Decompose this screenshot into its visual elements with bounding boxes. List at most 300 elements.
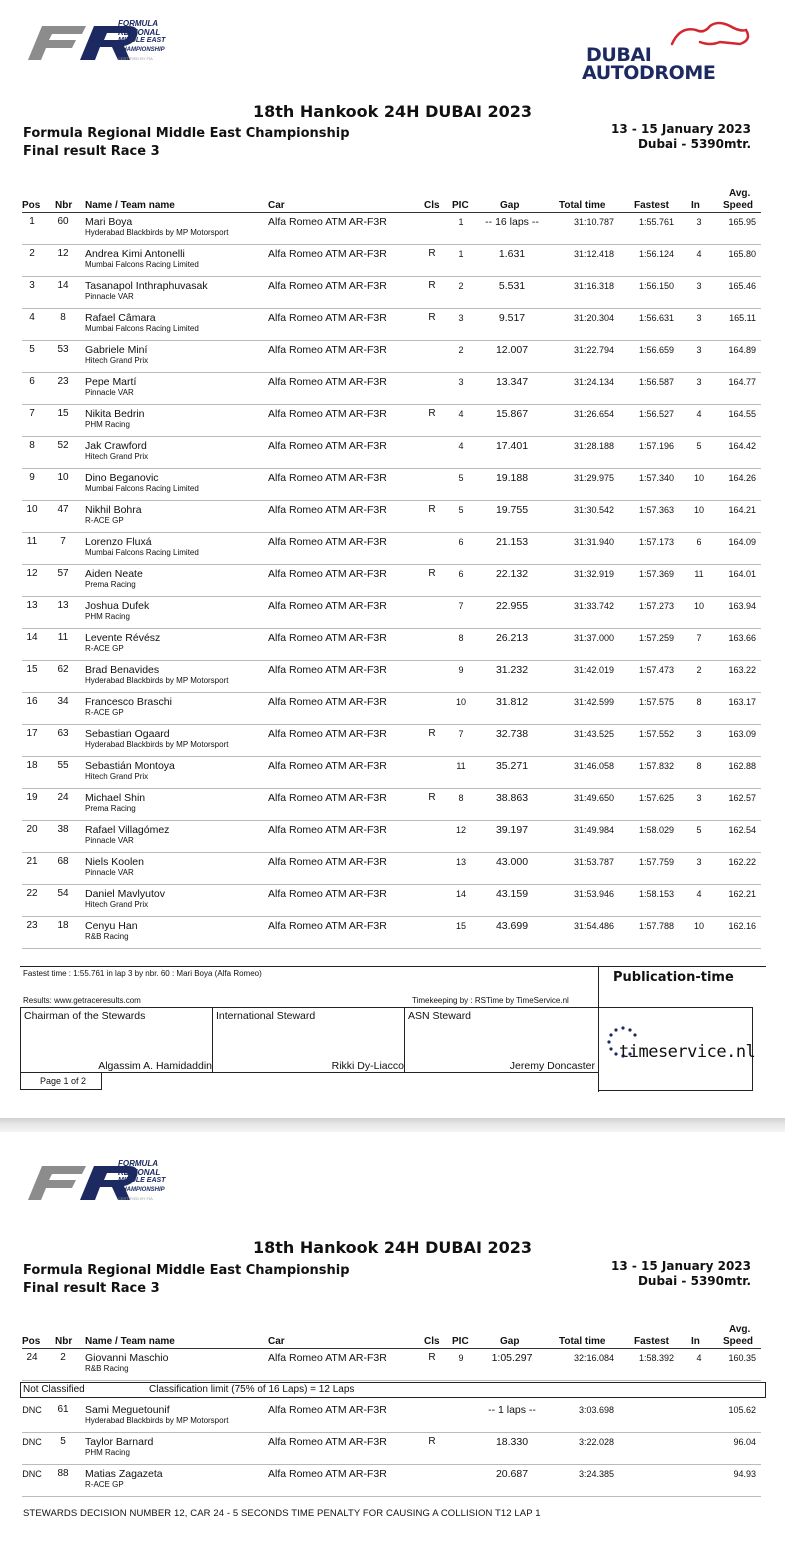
avg-speed-cell: 164.42 [728,441,756,451]
avg-speed-cell: 160.35 [728,1353,756,1363]
class-cell: R [428,504,436,515]
number-cell: 23 [57,376,69,387]
in-lap-cell: 5 [696,825,702,835]
avg-speed-cell: 164.09 [728,537,756,547]
avg-speed-cell: 165.11 [729,313,756,323]
team-name: R-ACE GP [85,516,124,525]
number-cell: 68 [57,856,69,867]
pos-cell: DNC [22,1437,42,1447]
pos-cell: 13 [26,600,38,611]
total-time-cell: 3:22.028 [578,1437,614,1447]
number-cell: 11 [57,632,69,643]
table-row [0,501,785,533]
car-cell: Alfa Romeo ATM AR-F3R [268,568,387,580]
driver-name: Jak Crawford [85,440,147,452]
pic-cell: 10 [455,697,466,707]
pos-cell: 14 [26,632,38,643]
avg-speed-cell: 163.09 [728,729,756,739]
avg-speed-cell: 163.22 [728,665,756,675]
timeservice-box [598,1007,756,1091]
event-title: 18th Hankook 24H DUBAI 2023 [253,102,532,121]
car-cell: Alfa Romeo ATM AR-F3R [268,824,387,836]
fr-mark-icon-2 [24,1160,194,1204]
total-time-cell: 31:49.984 [573,825,614,835]
fastest-cell: 1:56.659 [638,345,674,355]
class-cell: R [428,1352,436,1363]
number-cell: 14 [57,280,69,291]
driver-name: Nikhil Bohra [85,504,142,516]
pos-cell: 17 [26,728,38,739]
number-cell: 53 [57,344,69,355]
driver-name: Rafael Câmara [85,312,156,324]
gap-cell: 22.955 [495,600,529,612]
results-url[interactable]: Results: www.getraceresults.com [23,996,141,1005]
gap-cell: 1:05.297 [491,1352,533,1364]
race-title-2: Final result Race 3 [23,1281,160,1296]
col2-name: Name / Team name [85,1336,175,1347]
gap-cell: 9.517 [498,312,526,324]
publication-time: Publication-time [613,970,734,985]
event-title-2: 18th Hankook 24H DUBAI 2023 [253,1238,532,1257]
col-fastest: Fastest [634,200,670,211]
table-row [0,1349,785,1381]
fr-text-4: CHAMPIONSHIP [118,46,165,53]
gap-cell: 12.007 [495,344,529,356]
car-cell: Alfa Romeo ATM AR-F3R [268,280,387,292]
driver-name: Sebastian Ogaard [85,728,170,740]
dubai-text: DUBAI [586,44,652,66]
asn-steward-box [404,1007,599,1073]
car-cell: Alfa Romeo ATM AR-F3R [268,440,387,452]
col-car: Car [268,200,285,211]
col2-pos: Pos [22,1336,41,1347]
dubai-autodrome-logo [580,20,760,84]
gap-cell: 31.232 [495,664,529,676]
driver-name: Mari Boya [85,216,133,228]
in-lap-cell: 5 [696,441,702,451]
number-cell: 88 [57,1468,69,1479]
team-name: PHM Racing [85,420,130,429]
pic-cell: 3 [458,377,464,387]
avg-speed-cell: 163.17 [728,697,756,707]
driver-name: Cenyu Han [85,920,138,932]
pos-cell: 7 [29,408,35,419]
in-lap-cell: 3 [696,793,702,803]
table-row [0,213,785,245]
pic-cell: 6 [458,569,464,579]
fr-text-2: REGIONAL [118,27,161,37]
fastest-cell: 1:56.587 [638,377,674,387]
team-name: Mumbai Falcons Racing Limited [85,484,199,493]
avg-speed-cell: 162.16 [728,921,756,931]
race-title: Final result Race 3 [23,144,160,159]
team-name: Mumbai Falcons Racing Limited [85,548,199,557]
team-name: PHM Racing [85,1448,130,1457]
classification-limit: Classification limit (75% of 16 Laps) = 12 Laps [149,1384,355,1395]
pic-cell: 1 [458,217,464,227]
driver-name: Giovanni Maschio [85,1352,169,1364]
car-cell: Alfa Romeo ATM AR-F3R [268,760,387,772]
team-name: Hyderabad Blackbirds by MP Motorsport [85,228,229,237]
fastest-cell: 1:57.575 [638,697,674,707]
result-page-2 [0,1132,785,1560]
pic-cell: 5 [458,473,464,483]
team-name: Hitech Grand Prix [85,900,149,909]
pic-cell: 3 [458,313,464,323]
pic-cell: 2 [458,345,464,355]
class-cell: R [428,312,436,323]
total-time-cell: 31:22.794 [573,345,614,355]
col2-fastest: Fastest [634,1336,670,1347]
driver-name: Pepe Martí [85,376,137,388]
team-name: Pinnacle VAR [85,388,134,397]
pic-cell: 4 [458,409,464,419]
team-name: Hyderabad Blackbirds by MP Motorsport [85,676,229,685]
number-cell: 15 [57,408,69,419]
driver-name: Aiden Neate [85,568,143,580]
pos-cell: 9 [29,472,35,483]
fastest-cell: 1:57.625 [638,793,674,803]
car-cell: Alfa Romeo ATM AR-F3R [268,888,387,900]
total-time-cell: 31:29.975 [573,473,614,483]
fr-text-3: MIDDLE EAST [118,37,166,44]
driver-name: Dino Beganovic [85,472,159,484]
driver-name: Lorenzo Fluxá [85,536,152,548]
car-cell: Alfa Romeo ATM AR-F3R [268,408,387,420]
asn-name: Jeremy Doncaster [509,1060,595,1072]
event-dates-2: 13 - 15 January 2023 [611,1259,751,1273]
avg-speed-cell: 164.55 [728,409,756,419]
team-name: R-ACE GP [85,644,124,653]
gap-cell: 18.330 [495,1436,529,1448]
driver-name: Taylor Barnard [85,1436,154,1448]
in-lap-cell: 10 [693,505,704,515]
col2-total: Total time [559,1336,606,1347]
table-row [0,309,785,341]
car-cell: Alfa Romeo ATM AR-F3R [268,856,387,868]
pos-cell: 18 [26,760,38,771]
pos-cell: 5 [29,344,35,355]
gap-cell: 32.738 [495,728,529,740]
autodrome-text: AUTODROME [582,62,716,84]
table-row [0,821,785,853]
class-cell: R [428,1436,436,1447]
pos-cell: 11 [26,536,38,547]
fr-sub: CERTIFIED BY FIA [118,56,153,61]
in-lap-cell: 3 [696,857,702,867]
total-time-cell: 31:20.304 [573,313,614,323]
avg-speed-cell: 162.54 [728,825,756,835]
fastest-cell: 1:57.259 [638,633,674,643]
team-name: Hitech Grand Prix [85,772,149,781]
fastest-cell: 1:57.552 [638,729,674,739]
fastest-cell: 1:58.029 [638,825,674,835]
number-cell: 24 [57,792,69,803]
gap-cell: 39.197 [495,824,529,836]
page-separator [0,1118,785,1132]
team-name: Pinnacle VAR [85,868,134,877]
car-cell: Alfa Romeo ATM AR-F3R [268,312,387,324]
gap-cell: -- 1 laps -- [488,1404,536,1416]
class-cell: R [428,248,436,259]
total-time-cell: 31:54.486 [573,921,614,931]
table-row [0,661,785,693]
car-cell: Alfa Romeo ATM AR-F3R [268,1468,387,1480]
fr2-text-4: CHAMPIONSHIP [118,1186,165,1193]
car-cell: Alfa Romeo ATM AR-F3R [268,792,387,804]
col2-speed: Speed [723,1336,754,1347]
team-name: Pinnacle VAR [85,292,134,301]
formula-regional-logo [24,20,194,64]
team-name: Prema Racing [85,580,136,589]
table-row [0,533,785,565]
in-lap-cell: 10 [693,921,704,931]
number-cell: 47 [57,504,69,515]
fastest-cell: 1:57.273 [638,601,674,611]
pos-cell: 4 [29,312,35,323]
table-row [0,693,785,725]
intl-label: International Steward [216,1010,316,1022]
car-cell: Alfa Romeo ATM AR-F3R [268,376,387,388]
driver-name: Joshua Dufek [85,600,150,612]
number-cell: 12 [57,248,69,259]
in-lap-cell: 3 [696,345,702,355]
driver-name: Brad Benavides [85,664,160,676]
col-pos: Pos [22,200,41,211]
avg-speed-cell: 94.93 [733,1469,756,1479]
driver-name: Andrea Kimi Antonelli [85,248,185,260]
col-total: Total time [559,200,606,211]
pic-cell: 9 [458,1353,464,1363]
total-time-cell: 31:53.787 [573,857,614,867]
number-cell: 60 [57,216,69,227]
driver-name: Sebastián Montoya [85,760,175,772]
driver-name: Matias Zagazeta [85,1468,163,1480]
pic-cell: 12 [455,825,466,835]
in-lap-cell: 6 [696,537,702,547]
team-name: R&B Racing [85,1364,129,1373]
gap-cell: 19.188 [495,472,529,484]
in-lap-cell: 3 [696,313,702,323]
pic-cell: 1 [458,249,464,259]
in-lap-cell: 8 [696,697,702,707]
gap-cell: 31.812 [495,696,529,708]
col2-car: Car [268,1336,285,1347]
pos-cell: 22 [26,888,38,899]
in-lap-cell: 10 [693,601,704,611]
timekeeping-note: Timekeeping by : RSTime by TimeService.nl [412,996,569,1005]
col-gap: Gap [500,200,520,211]
car-cell: Alfa Romeo ATM AR-F3R [268,728,387,740]
total-time-cell: 31:28.188 [573,441,614,451]
gap-cell: 43.159 [495,888,529,900]
pic-cell: 9 [458,665,464,675]
fastest-cell: 1:58.153 [638,889,674,899]
avg-speed-cell: 163.66 [728,633,756,643]
fr-text-1: FORMULA [118,19,158,28]
pos-cell: 10 [26,504,38,515]
pos-cell: 20 [26,824,38,835]
avg-speed-cell: 164.21 [728,505,756,515]
gap-cell: 21.153 [495,536,529,548]
total-time-cell: 31:43.525 [573,729,614,739]
pic-cell: 7 [458,729,464,739]
gap-cell: 20.687 [495,1468,529,1480]
pic-cell: 8 [458,793,464,803]
team-name: Hyderabad Blackbirds by MP Motorsport [85,1416,229,1425]
avg-speed-cell: 165.46 [728,281,756,291]
car-cell: Alfa Romeo ATM AR-F3R [268,536,387,548]
pos-cell: 8 [29,440,35,451]
table-row [0,597,785,629]
fastest-cell: 1:55.761 [638,217,674,227]
total-time-cell: 31:53.946 [573,889,614,899]
table-row [0,789,785,821]
pic-cell: 13 [455,857,466,867]
fastest-cell: 1:57.832 [638,761,674,771]
table-row [0,565,785,597]
driver-name: Levente Révész [85,632,161,644]
total-time-cell: 31:26.654 [573,409,614,419]
gap-cell: 43.000 [495,856,529,868]
pos-cell: 12 [26,568,38,579]
pic-cell: 11 [456,761,466,771]
table-row [0,917,785,949]
pos-cell: 19 [26,792,38,803]
number-cell: 55 [57,760,69,771]
gap-cell: 13.347 [495,376,529,388]
car-cell: Alfa Romeo ATM AR-F3R [268,664,387,676]
total-time-cell: 31:42.599 [573,697,614,707]
total-time-cell: 31:24.134 [573,377,614,387]
in-lap-cell: 4 [696,1353,702,1363]
fastest-cell: 1:57.363 [638,505,674,515]
gap-cell: 17.401 [495,440,529,452]
class-cell: R [428,792,436,803]
in-lap-cell: 3 [696,729,702,739]
table-row [0,373,785,405]
total-time-cell: 31:31.940 [573,537,614,547]
class-cell: R [428,280,436,291]
fr2-text-2: REGIONAL [118,1167,161,1177]
driver-name: Daniel Mavlyutov [85,888,165,900]
gap-cell: 5.531 [498,280,526,292]
pic-cell: 15 [455,921,466,931]
car-cell: Alfa Romeo ATM AR-F3R [268,632,387,644]
table-row [0,1465,785,1497]
in-lap-cell: 3 [696,217,702,227]
total-time-cell: 31:49.650 [573,793,614,803]
pos-cell: 3 [29,280,35,291]
pos-cell: 2 [29,248,35,259]
number-cell: 52 [57,440,69,451]
avg-speed-cell: 96.04 [733,1437,756,1447]
car-cell: Alfa Romeo ATM AR-F3R [268,216,387,228]
pos-cell: 21 [26,856,38,867]
fr-mark-icon [24,20,194,64]
table-row [0,405,785,437]
number-cell: 13 [57,600,69,611]
number-cell: 62 [57,664,69,675]
col-name: Name / Team name [85,200,175,211]
car-cell: Alfa Romeo ATM AR-F3R [268,1352,387,1364]
fastest-cell: 1:57.340 [638,473,674,483]
pic-cell: 7 [458,601,464,611]
team-name: R-ACE GP [85,708,124,717]
in-lap-cell: 10 [693,473,704,483]
driver-name: Michael Shin [85,792,146,804]
car-cell: Alfa Romeo ATM AR-F3R [268,504,387,516]
event-dates: 13 - 15 January 2023 [611,122,751,136]
col2-nbr: Nbr [55,1336,73,1347]
fr2-sub: CERTIFIED BY FIA [118,1196,153,1201]
car-cell: Alfa Romeo ATM AR-F3R [268,600,387,612]
car-cell: Alfa Romeo ATM AR-F3R [268,696,387,708]
car-cell: Alfa Romeo ATM AR-F3R [268,920,387,932]
car-cell: Alfa Romeo ATM AR-F3R [268,1436,387,1448]
total-time-cell: 31:42.019 [573,665,614,675]
number-cell: 38 [57,824,69,835]
car-cell: Alfa Romeo ATM AR-F3R [268,472,387,484]
in-lap-cell: 4 [696,889,702,899]
formula-regional-logo-2 [24,1160,194,1204]
col2-in: In [691,1336,700,1347]
pic-cell: 14 [455,889,466,899]
pic-cell: 4 [458,441,464,451]
team-name: Prema Racing [85,804,136,813]
gap-cell: 38.863 [495,792,529,804]
col-in: In [691,200,700,211]
fastest-cell: 1:57.369 [638,569,674,579]
total-time-cell: 31:33.742 [573,601,614,611]
table-row [0,1401,785,1433]
total-time-cell: 3:03.698 [578,1405,614,1415]
avg-speed-cell: 165.95 [728,217,756,227]
in-lap-cell: 3 [696,281,702,291]
team-name: Hitech Grand Prix [85,356,149,365]
total-time-cell: 32:16.084 [573,1353,614,1363]
class-cell: R [428,728,436,739]
avg-speed-cell: 164.77 [728,377,756,387]
fastest-cell: 1:57.173 [638,537,674,547]
in-lap-cell: 11 [694,569,704,579]
fastest-cell: 1:57.759 [638,857,674,867]
gap-cell: 15.867 [495,408,529,420]
team-name: Pinnacle VAR [85,836,134,845]
fastest-cell: 1:57.473 [638,665,674,675]
in-lap-cell: 4 [696,249,702,259]
avg-speed-cell: 164.26 [728,473,756,483]
pos-cell: 24 [26,1352,38,1363]
driver-name: Rafael Villagómez [85,824,170,836]
page-number-box [20,1072,102,1090]
in-lap-cell: 4 [696,409,702,419]
avg-speed-cell: 162.57 [728,793,756,803]
avg-speed-cell: 163.94 [728,601,756,611]
driver-name: Niels Koolen [85,856,144,868]
avg-speed-cell: 164.89 [728,345,756,355]
asn-label: ASN Steward [408,1010,472,1022]
chairman-box [20,1007,213,1073]
team-name: Mumbai Falcons Racing Limited [85,324,199,333]
pos-cell: 16 [26,696,38,707]
team-name: Hyderabad Blackbirds by MP Motorsport [85,740,229,749]
car-cell: Alfa Romeo ATM AR-F3R [268,344,387,356]
col2-pic: PIC [452,1336,469,1347]
timeservice-text: timeservice.nl [619,1042,756,1062]
number-cell: 18 [57,920,69,931]
gap-cell: 35.271 [495,760,529,772]
